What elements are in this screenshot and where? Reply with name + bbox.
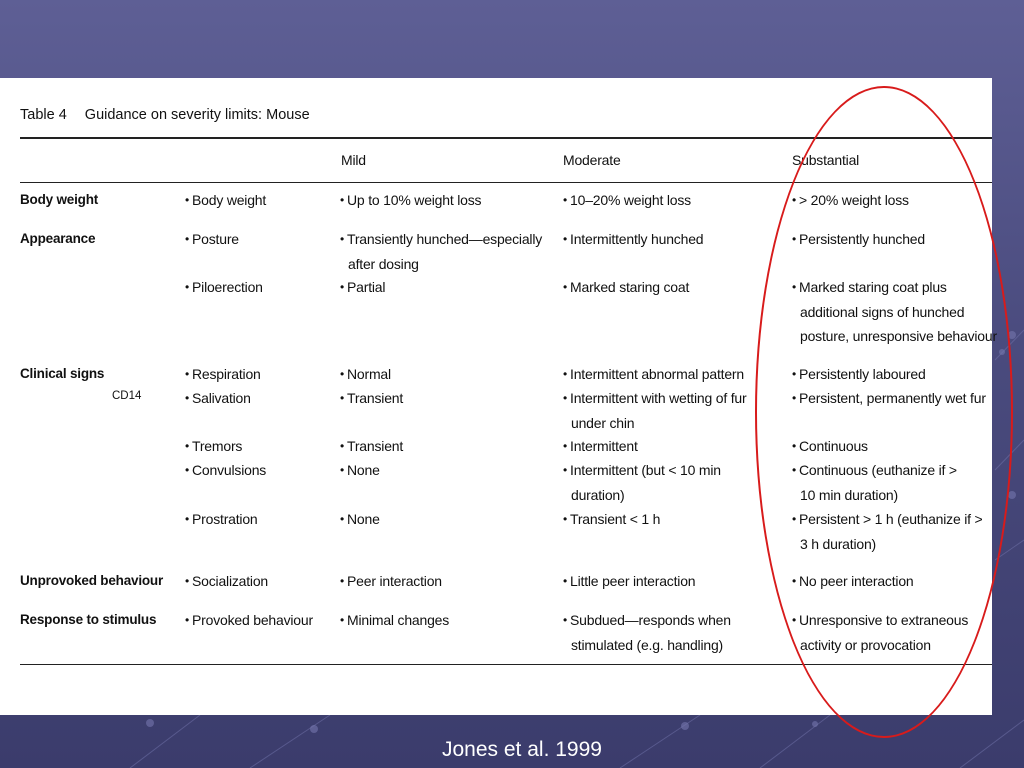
table-number: Table 4 [20,107,67,123]
column-header-mild: Mild [341,152,366,168]
table-cell-mild: • Transient [340,434,403,459]
column-header-moderate: Moderate [563,152,621,168]
table-title [20,107,310,123]
table-cell-mild: • Peer interaction [340,569,442,594]
table-cell-moderate: • Intermittent (but < 10 min duration) [563,458,751,507]
table-cell-mild: • Normal [340,362,391,387]
table-cell-substantial: • Continuous (euthanize if > 10 min duration) [792,458,970,507]
row-category: Body weight [20,192,99,207]
table-cell-mild: • None [340,507,380,532]
table-cell-moderate: • Intermittent with wetting of fur under chin [563,386,776,435]
table-cell-substantial: • > 20% weight loss [792,188,909,213]
table-cell-indicator: • Tremors [185,434,242,459]
table-bottom-rule [20,664,992,665]
table-cell-indicator: • Salivation [185,386,251,411]
table-caption: Guidance on severity limits: Mouse [84,107,310,123]
row-category: Response to stimulus [20,612,157,627]
table-cell-mild: • Partial [340,275,385,300]
table-cell-mild: • Transient [340,386,403,411]
table-cell-substantial: • No peer interaction [792,569,914,594]
table-cell-substantial: • Persistently hunched [792,227,925,252]
row-category: Clinical signs [20,366,105,381]
table-cell-moderate: • Marked staring coat [563,275,689,300]
cd14-annotation: CD14 [112,390,142,402]
table-cell-substantial: • Persistently laboured [792,362,926,387]
table-cell-moderate: • Intermittently hunched [563,227,703,252]
citation-credit: Jones et al. 1999 [442,738,602,761]
table-cell-indicator: • Respiration [185,362,261,387]
table-cell-moderate: • 10–20% weight loss [563,188,691,213]
table-cell-substantial: • Persistent, permanently wet fur [792,386,986,411]
row-category: Appearance [20,231,96,246]
table-cell-substantial: • Persistent > 1 h (euthanize if > 3 h duration) [792,507,985,556]
table-cell-substantial: • Continuous [792,434,868,459]
table-cell-moderate: • Subdued—responds when stimulated (e.g. handling) [563,608,756,657]
table-cell-mild: • None [340,458,380,483]
table-cell-indicator: • Piloerection [185,275,263,300]
table-cell-indicator: • Prostration [185,507,258,532]
table-cell-substantial: • Unresponsive to extraneous activity or provocation [792,608,985,657]
table-cell-mild: • Minimal changes [340,608,449,633]
column-header-substantial: Substantial [792,152,860,168]
table-cell-moderate: • Intermittent abnormal pattern [563,362,744,387]
table-cell-moderate: • Transient < 1 h [563,507,660,532]
table-cell-indicator: • Provoked behaviour [185,608,313,633]
table-cell-indicator: • Body weight [185,188,266,213]
table-cell-moderate: • Intermittent [563,434,638,459]
table-cell-indicator: • Socialization [185,569,268,594]
row-category: Unprovoked behaviour [20,573,164,588]
table-cell-moderate: • Little peer interaction [563,569,695,594]
table-cell-indicator: • Convulsions [185,458,266,483]
table-header-rule [20,182,992,183]
table-cell-mild: • Transiently hunched—especially after dosing [340,227,553,276]
table-cell-substantial: • Marked staring coat plus additional signs of hunched posture, unresponsive behaviour [792,275,998,348]
table-top-rule [20,137,992,139]
table-cell-indicator: • Posture [185,227,239,252]
table-cell-mild: • Up to 10% weight loss [340,188,481,213]
